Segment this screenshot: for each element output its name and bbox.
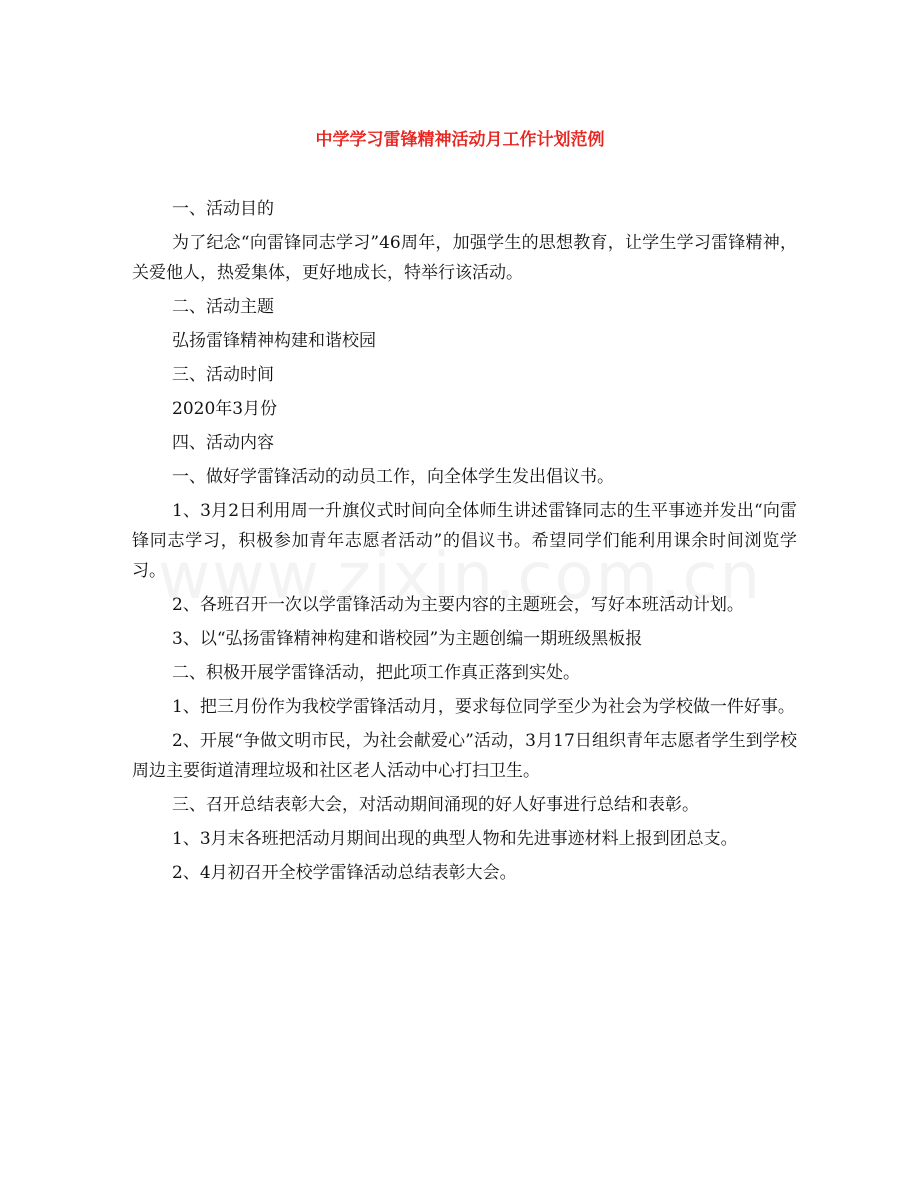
section-activities: 二、积极开展学雷锋活动，把此项工作真正落到实处。 [172, 663, 580, 683]
item-mobilization-2: 2、各班召开一次以学雷锋活动为主要内容的主题班会，写好本班活动计划。 [172, 595, 744, 615]
item-commendation-2: 2、4月初召开全校学雷锋活动总结表彰大会。 [172, 863, 517, 883]
document-body [132, 194, 797, 888]
section-mobilization: 一、做好学雷锋活动的动员工作，向全体学生发出倡议书。 [172, 467, 614, 487]
heading-purpose: 一、活动目的 [172, 199, 274, 219]
item-mobilization-1: 1、3月2日利用周一升旗仪式时间向全体师生讲述雷锋同志的生平事迹并发出“向雷锋同志学习，积极参加青年志愿者活动”的倡议书。希望同学们能利用课余时间浏览学习。 [132, 501, 797, 581]
paragraph-theme: 弘扬雷锋精神构建和谐校园 [172, 331, 376, 351]
document-title: 中学学习雷锋精神活动月工作计划范例 [315, 130, 605, 150]
item-activities-1: 1、把三月份作为我校学雷锋活动月，要求每位同学至少为社会为学校做一件好事。 [172, 697, 795, 717]
heading-content: 四、活动内容 [172, 433, 274, 453]
item-mobilization-3: 3、以“弘扬雷锋精神构建和谐校园”为主题创编一期班级黑板报 [172, 629, 643, 649]
heading-theme: 二、活动主题 [172, 297, 274, 317]
paragraph-purpose: 为了纪念“向雷锋同志学习”46周年，加强学生的思想教育，让学生学习雷锋精神，关爱他人，热爱集体，更好地成长，特举行该活动。 [132, 233, 797, 283]
item-commendation-1: 1、3月末各班把活动月期间出现的典型人物和先进事迹材料上报到团总支。 [172, 829, 738, 849]
item-activities-2: 2、开展“争做文明市民，为社会献爱心”活动，3月17日组织青年志愿者学生到学校周边主要街道清理垃圾和社区老人活动中心打扫卫生。 [132, 731, 797, 781]
paragraph-time: 2020年3月份 [172, 399, 278, 419]
heading-time: 三、活动时间 [172, 365, 274, 385]
section-commendation: 三、召开总结表彰大会，对活动期间涌现的好人好事进行总结和表彰。 [172, 795, 699, 815]
